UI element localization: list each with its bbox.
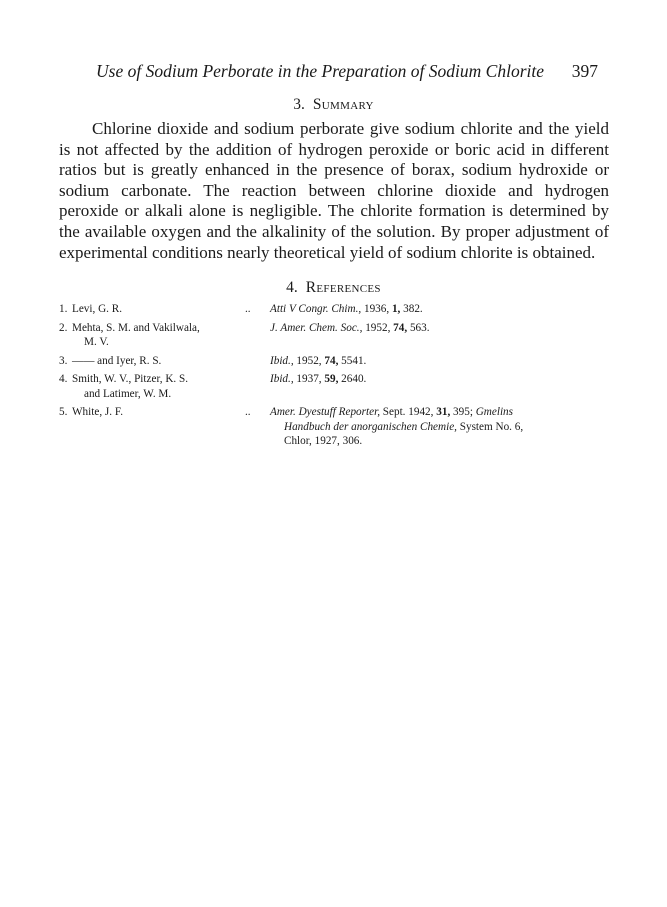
references-heading (0, 279, 667, 297)
reference-number: 2. (59, 321, 68, 334)
summary-line: Chlorine dioxide and sodium perborate give sodium chlorite and the (92, 119, 570, 138)
summary-title: Summary (312, 96, 374, 113)
reference-item (59, 321, 609, 350)
volume: 74, (324, 354, 339, 367)
reference-continuation: Handbuch der anorganischen Chemie, System No. 6, (284, 420, 524, 433)
summary-body (59, 119, 609, 263)
leader-dots: .. (245, 406, 251, 418)
reference-author: —— and Iyer, R. S. (72, 354, 162, 367)
page-number: 397 (571, 61, 598, 81)
journal-name: Amer. Dyestuff Reporter, (270, 406, 380, 418)
reference-source (270, 302, 611, 317)
summary-line: hydroxide or sodium carbonate. The reaction between chlorine dioxide and (59, 160, 610, 200)
reference-number: 4. (59, 373, 68, 385)
journal-name: Ibid., (270, 373, 294, 385)
reference-source (270, 321, 611, 336)
year: 1952, (365, 321, 391, 334)
summary-number: 3. (293, 96, 305, 113)
summary-line: different ratios but is greatly enhanced in the presence of borax, sodium (59, 139, 610, 180)
reference-author: Smith, W. V., Pitzer, K. S. and Latimer, W. M. (72, 373, 189, 400)
running-header (96, 61, 598, 83)
page: 395; (453, 406, 473, 418)
summary-paragraph (59, 119, 609, 263)
journal-name: J. Amer. Chem. Soc., (270, 321, 363, 334)
summary-line: yield is not affected by the addition of hydrogen peroxide or boric acid in (59, 119, 609, 159)
page: 5541. (341, 354, 367, 367)
year: 1952, (296, 354, 322, 367)
reference-item (59, 354, 609, 369)
references-number: 4. (286, 279, 298, 296)
journal-name: Ibid., (270, 354, 294, 367)
reference-list (59, 302, 609, 447)
journal-name: Atti V Congr. Chim., (270, 303, 362, 315)
reference-continuation: Chlor, 1927, 306. (284, 435, 363, 447)
reference-source (270, 354, 611, 369)
references-title: References (305, 279, 381, 296)
year: 1936, (363, 303, 390, 315)
journal-name: Gmelins (475, 406, 514, 418)
reference-item (59, 405, 609, 447)
summary-line: determined by the available oxygen and the alkalinity of the solution. By (59, 201, 610, 241)
summary-line: proper adjustment of experimental conditions nearly theoretical yield of (59, 221, 609, 262)
year: 1937, (296, 373, 322, 385)
volume: 31, (436, 406, 451, 418)
reference-number: 1. (59, 303, 68, 315)
leader-dots: .. (245, 303, 251, 315)
volume: 1, (391, 303, 401, 315)
summary-heading (0, 96, 667, 114)
reference-author: Levi, G. R. (72, 303, 123, 315)
volume: 59, (324, 373, 339, 385)
reference-author: Mehta, S. M. and Vakilwala, M. V. (72, 321, 200, 348)
reference-item (59, 302, 609, 317)
page: 563. (409, 321, 430, 334)
reference-source (270, 405, 611, 449)
volume: 74, (393, 321, 408, 334)
reference-number: 3. (59, 354, 68, 367)
page: 382. (403, 303, 423, 315)
summary-line: hydrogen peroxide or alkali alone is negligible. The chlorite formation is (59, 180, 610, 221)
page: 2640. (341, 373, 367, 385)
year: Sept. 1942, (382, 406, 434, 418)
summary-line: sodium chlorite is obtained. (406, 242, 596, 262)
reference-author: White, J. F. (72, 406, 123, 418)
reference-number: 5. (59, 406, 68, 418)
reference-source (270, 372, 611, 387)
running-title: Use of Sodium Perborate in the Preparation of Sodium Chlorite (96, 61, 545, 81)
reference-item (59, 372, 609, 401)
